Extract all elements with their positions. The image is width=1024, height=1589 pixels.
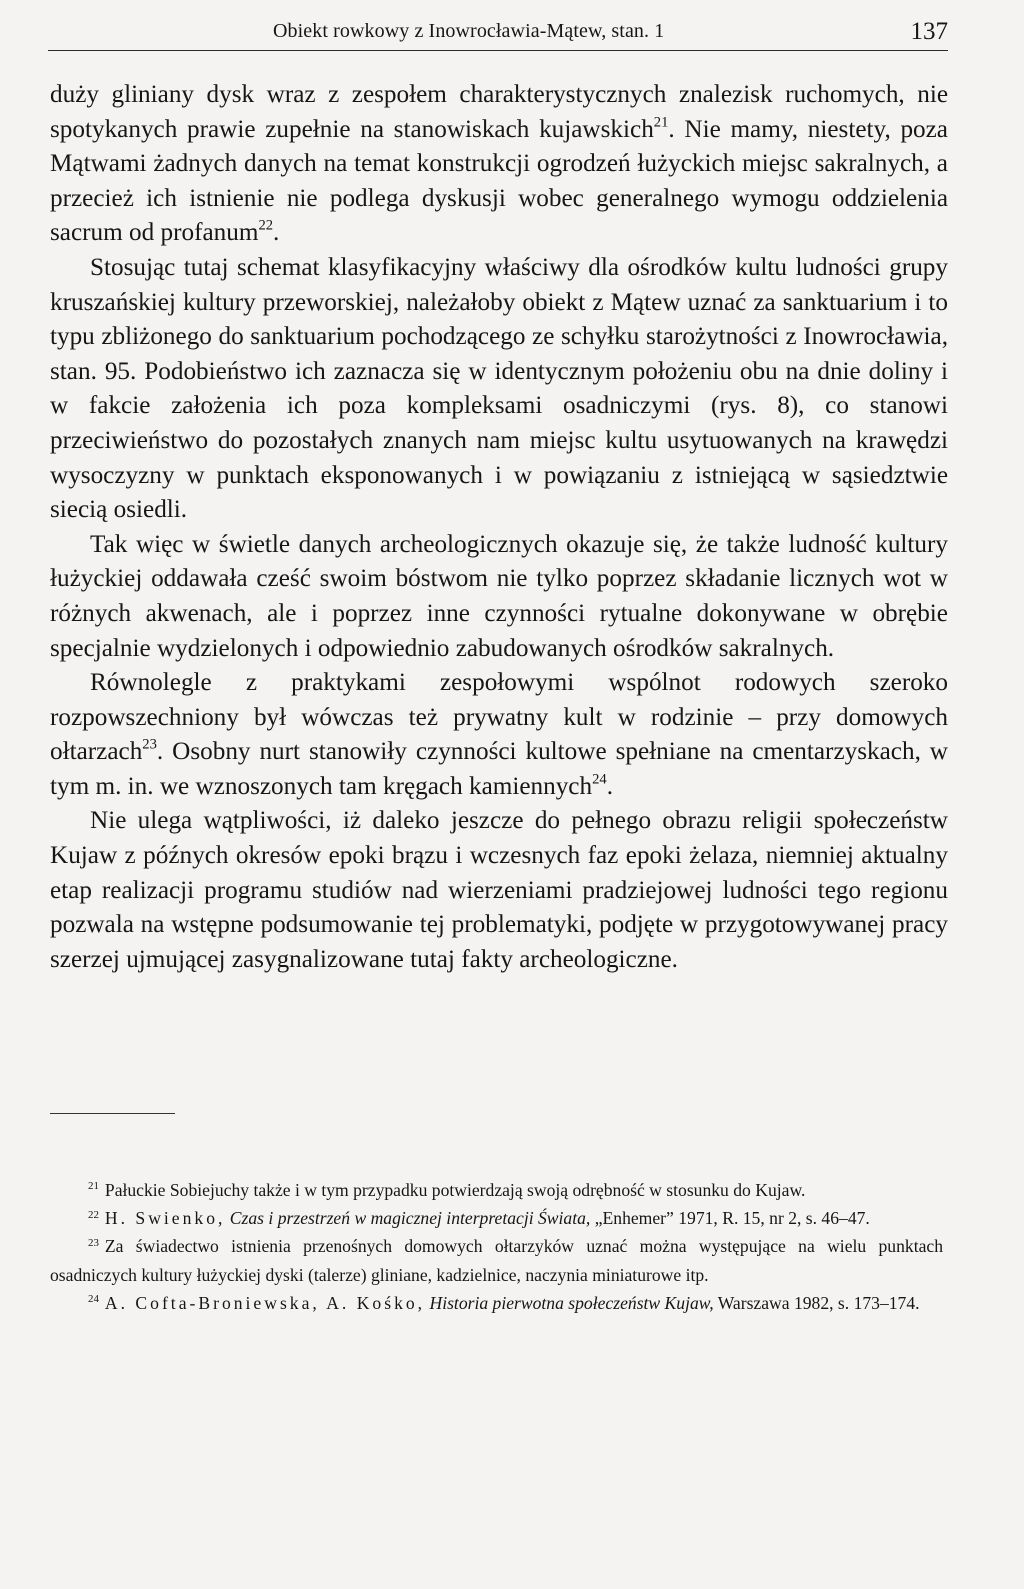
paragraph-3: Tak więc w świetle danych archeologicznych okazuje się, że także ludność kultury łużyckiej oddawała cześć swoim bóstwom nie tylko poprzez składanie licznych wot w różnych akwenach, ale i poprzez inne czynności rytualne dokonywane w obrębie specjalnie wydzielonych i odpowiednio zabudowanych ośrodków sakralnych. — [50, 530, 948, 662]
footnote-number: 24 — [88, 1293, 99, 1306]
footnote-ref-22[interactable]: 22 — [258, 217, 274, 234]
footnote-ref-23[interactable]: 23 — [142, 736, 157, 753]
paragraph-1 — [50, 78, 948, 251]
body-text — [50, 78, 948, 977]
footnote-ref-21[interactable]: 21 — [653, 114, 669, 131]
footnote-22 — [50, 1204, 943, 1232]
paragraph-1-part-b: . Nie mamy, niestety, poza Mątwami żadnych danych na temat konstrukcji ogrodzeń łużyckich miejsc sakralnych, a przecież ich istnienie nie podlega dyskusji wobec generalnego wymogu oddzielenia sacrum od profanum — [50, 115, 948, 247]
page-header — [48, 14, 948, 51]
footnote-citation: Warszawa 1982, s. 173–174. — [717, 1292, 920, 1313]
paragraph-4-part-b: . Osobny nurt stanowiły czynności kultowe spełniane na cmentarzyskach, w tym m. in. we wznoszonych tam kręgach kamiennych — [50, 738, 948, 800]
footnotes — [50, 1176, 943, 1317]
page-number: 137 — [910, 18, 948, 45]
footnote-21 — [50, 1176, 943, 1204]
paragraph-4-part-c: . — [606, 772, 613, 800]
running-title: Obiekt rowkowy z Inowrocławia-Mątew, stan. 1 — [273, 20, 665, 42]
paragraph-4-part-a: Równolegle z praktykami zespołowymi wspólnot rodowych szeroko rozpowszechniony był wówczas też prywatny kult w rodzinie – przy domowych ołtarzach — [50, 669, 948, 766]
footnote-number: 22 — [88, 1208, 99, 1221]
paragraph-1-part-c: . — [273, 219, 280, 247]
footnote-24 — [50, 1289, 943, 1317]
paragraph-4 — [50, 666, 948, 804]
paragraph-1-part-a: duży gliniany dysk wraz z zespołem charakterystycznych znalezisk ruchomych, nie spotykanych prawie zupełnie na stanowiskach kujawskich — [50, 81, 948, 143]
paragraph-5: Nie ulega wątpliwości, iż daleko jeszcze do pełnego obrazu religii społeczeństw Kujaw z późnych okresów epoki brązu i wczesnych faz epoki żelaza, niemniej aktualny etap realizacji programu studiów nad wierzeniami pradziejowej ludności tego regionu pozwala na wstępne podsumowanie tej problematyki, podjęte w przygotowywanej pracy szerzej ujmującej zasygnalizowane tutaj fakty archeologiczne. — [50, 807, 948, 973]
footnote-text: Pałuckie Sobiejuchy także i w tym przypadku potwierdzają swoją odrębność w stosunku do Kujaw. — [104, 1180, 806, 1200]
footnote-number: 21 — [88, 1180, 99, 1193]
footnote-divider — [50, 1113, 175, 1114]
footnote-ref-24[interactable]: 24 — [592, 771, 607, 788]
footnote-citation: „Enhemer” 1971, R. 15, nr 2, s. 46–47. — [594, 1208, 870, 1229]
footnote-23 — [50, 1232, 943, 1288]
footnote-author: H. Swienko, — [104, 1208, 226, 1229]
footnote-author: A. Cofta-Broniewska, A. Kośko, — [104, 1292, 426, 1313]
footnote-text: Za świadectwo istnienia przenośnych domowych ołtarzyków uznać można występujące na wielu punktach osadniczych kultury łużyckiej dyski (talerze) gliniane, kadzielnice, naczynia miniaturowe itp. — [50, 1236, 943, 1285]
footnote-title: Historia pierwotna społeczeństw Kujaw, — [429, 1292, 714, 1313]
paragraph-2: Stosując tutaj schemat klasyfikacyjny właściwy dla ośrodków kultu ludności grupy kruszańskiej kultury przeworskiej, należałoby obiekt z Mątew uznać za sanktuarium i to typu zbliżonego do sanktuarium pochodzącego ze schyłku starożytności z Inowrocławia, stan. 95. Podobieństwo ich zaznacza się w identycznym położeniu obu na dnie doliny i w fakcie założenia ich poza kompleksami osadniczymi (rys. 8), co stanowi przeciwieństwo do pozostałych znanych nam miejsc kultu usytuowanych na krawędzi wysoczyzny w punktach eksponowanych i w powiązaniu z istniejącą w sąsiedztwie siecią osiedli. — [50, 253, 948, 524]
footnote-title: Czas i przestrzeń w magicznej interpretacji Świata, — [229, 1208, 591, 1229]
footnote-number: 23 — [88, 1236, 99, 1249]
